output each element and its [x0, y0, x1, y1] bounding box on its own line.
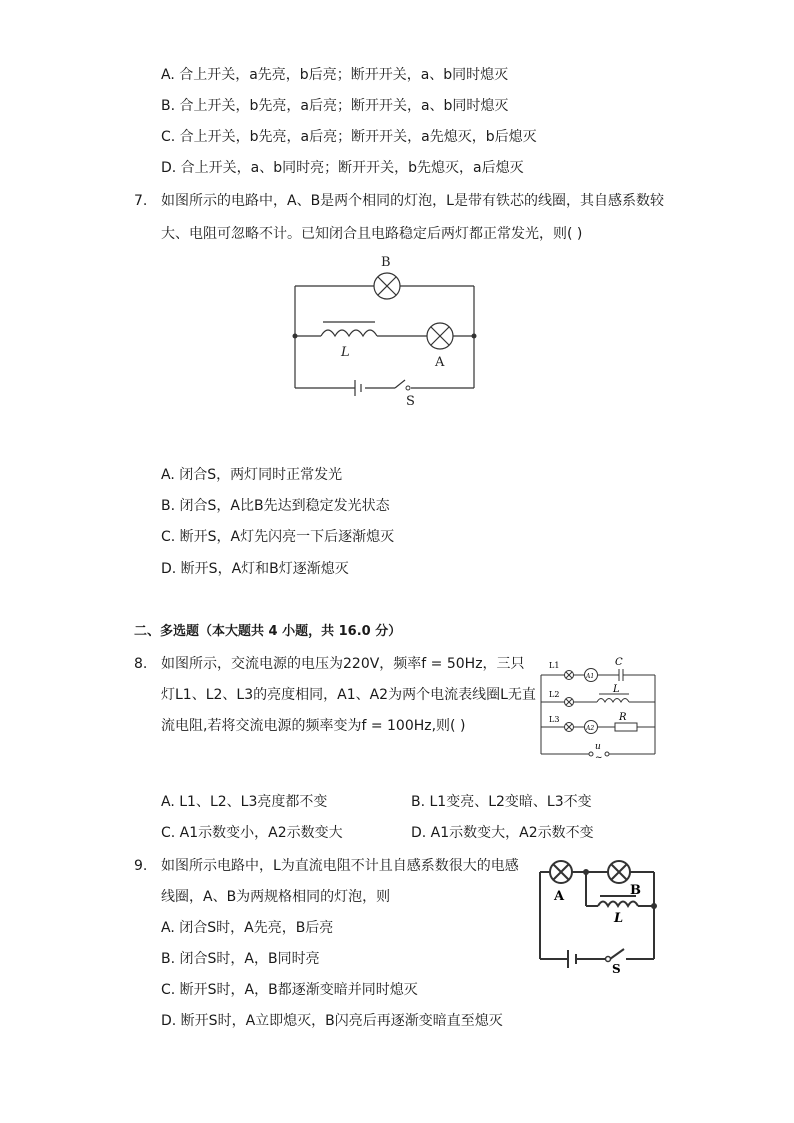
lamp-b-icon [374, 273, 400, 299]
q8-label-u: u [595, 742, 601, 752]
q7-stem-line1: 如图所示的电路中，A、B是两个相同的灯泡，L是带有铁芯的线圈，其自感系数较 [161, 193, 664, 209]
q8-circuit-diagram [535, 652, 665, 764]
q7-option-a: A. 闭合S，两灯同时正常发光 [161, 467, 343, 483]
q9-stem-line1: 如图所示电路中，L为直流电阻不计且自感系数很大的电感 [161, 858, 519, 874]
q7-label-a: A [435, 355, 445, 370]
q9-label-a: A [554, 889, 565, 904]
q7-label-s: S [406, 394, 415, 409]
q9-option-b: B. 闭合S时，A，B同时亮 [161, 951, 320, 967]
lamp-b-icon [608, 861, 630, 883]
q8-label-tilde: ~ [595, 753, 603, 763]
q8-stem-line1: 如图所示，交流电源的电压为220V，频率f = 50Hz，三只 [161, 656, 525, 672]
q8-label-l: L [613, 684, 620, 695]
q6-option-b: B. 合上开关，b先亮，a后亮；断开开关，a、b同时熄灭 [161, 98, 509, 114]
q6-option-d: D. 合上开关，a、b同时亮；断开开关，b先熄灭，a后熄灭 [161, 160, 524, 176]
q9-label-b: B [630, 883, 641, 898]
q7-circuit-diagram [285, 250, 485, 410]
q7-label-b: B [381, 255, 391, 270]
q8-option-d: D. A1示数变大，A2示数不变 [411, 825, 594, 841]
q8-stem-line3: 流电阻,若将交流电源的频率变为f = 100Hz,则( ) [161, 718, 466, 734]
q8-label-l2: L2 [549, 690, 560, 699]
q8-label-a1: A1 [586, 673, 595, 680]
q8-label-a2: A2 [586, 725, 595, 732]
q7-number: 7. [134, 193, 148, 209]
lamp-a-icon [550, 861, 572, 883]
q6-option-c: C. 合上开关，b先亮，a后亮；断开开关，a先熄灭，b后熄灭 [161, 129, 537, 145]
q8-stem-line2: 灯L1、L2、L3的亮度相同，A1、A2为两个电流表线圈L无直 [161, 687, 536, 703]
q8-option-b: B. L1变亮、L2变暗、L3不变 [411, 794, 592, 810]
q7-option-c: C. 断开S，A灯先闪亮一下后逐渐熄灭 [161, 529, 395, 545]
q7-label-l: L [341, 345, 350, 360]
q8-label-l3: L3 [549, 715, 560, 724]
q8-option-a: A. L1、L2、L3亮度都不变 [161, 794, 328, 810]
q6-option-a: A. 合上开关，a先亮，b后亮；断开开关，a、b同时熄灭 [161, 67, 509, 83]
q9-stem-line2: 线圈，A、B为两规格相同的灯泡，则 [161, 889, 391, 905]
q9-circuit-diagram [530, 856, 670, 974]
q9-option-c: C. 断开S时，A，B都逐渐变暗并同时熄灭 [161, 982, 418, 998]
section-multiple-choice-title: 二、多选题（本大题共 4 小题，共 16.0 分） [134, 624, 402, 639]
q9-label-s: S [612, 962, 621, 974]
q9-option-d: D. 断开S时，A立即熄灭，B闪亮后再逐渐变暗直至熄灭 [161, 1013, 503, 1029]
q7-stem-line2: 大、电阻可忽略不计。已知闭合且电路稳定后两灯都正常发光，则( ) [161, 226, 583, 242]
q8-label-c: C [615, 657, 623, 668]
q8-number: 8. [134, 656, 148, 672]
q8-option-c: C. A1示数变小，A2示数变大 [161, 825, 343, 841]
q7-option-d: D. 断开S，A灯和B灯逐渐熄灭 [161, 561, 349, 577]
q8-label-r: R [619, 712, 627, 723]
q8-label-l1: L1 [549, 661, 560, 670]
q9-label-l: L [614, 911, 624, 926]
lamp-a-icon [427, 323, 453, 349]
q7-option-b: B. 闭合S，A比B先达到稳定发光状态 [161, 498, 390, 514]
q9-option-a: A. 闭合S时，A先亮，B后亮 [161, 920, 334, 936]
q9-number: 9. [134, 858, 148, 874]
